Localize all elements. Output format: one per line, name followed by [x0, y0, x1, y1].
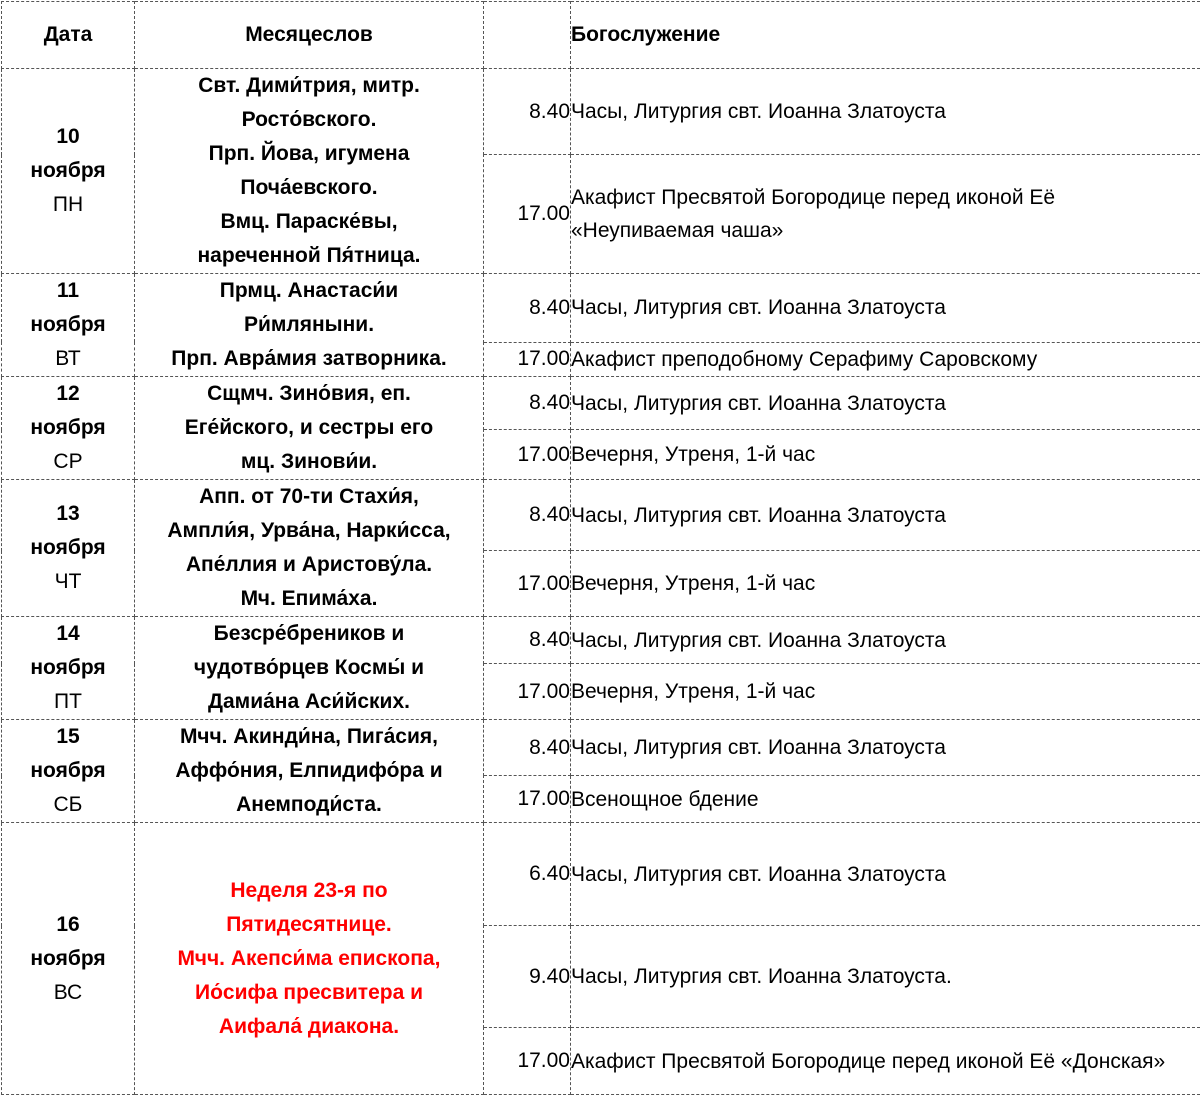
date-cell: [2, 823, 135, 1095]
service-description: Часы, Литургия свт. Иоанна Златоуста: [571, 480, 1200, 551]
service-description: Часы, Литургия свт. Иоанна Златоуста: [571, 720, 1200, 776]
service-description: Часы, Литургия свт. Иоанна Златоуста: [571, 617, 1200, 664]
service-time: 17.00: [484, 155, 571, 274]
service-time: 8.40: [484, 377, 571, 430]
weekday: ЧТ: [2, 565, 134, 599]
service-description: Часы, Литургия свт. Иоанна Златоуста: [571, 69, 1200, 155]
header-time: [484, 2, 571, 69]
service-row: [2, 617, 1200, 664]
service-row: [2, 480, 1200, 551]
weekday: СР: [2, 445, 134, 479]
saints-cell: Свт. Дими́трия, митр. Росто́вского. Прп. Йова, игумена Поча́евского. Вмц. Параске́вы, нареченной Пя́тница.: [135, 69, 484, 274]
saints-cell: Прмц. Анастаси́и Ри́мляныни. Прп. Авра́мия затворника.: [135, 274, 484, 377]
service-row: [2, 69, 1200, 155]
service-time: 8.40: [484, 69, 571, 155]
day-number: 13: [2, 497, 134, 531]
service-description: Акафист Пресвятой Богородице перед иконой Её «Донская»: [571, 1028, 1200, 1095]
weekday: СБ: [2, 788, 134, 822]
month-name: ноября: [2, 154, 134, 188]
service-description: Всенощное бдение: [571, 776, 1200, 823]
service-description: Вечерня, Утреня, 1-й час: [571, 430, 1200, 480]
date-cell: [2, 720, 135, 823]
service-time: 9.40: [484, 926, 571, 1028]
service-description: Часы, Литургия свт. Иоанна Златоуста: [571, 274, 1200, 343]
service-description: Вечерня, Утреня, 1-й час: [571, 551, 1200, 617]
saints-cell: Безсре́бреников и чудотво́рцев Космы́ и Дамиа́на Аси́йских.: [135, 617, 484, 720]
day-number: 10: [2, 120, 134, 154]
service-time: 8.40: [484, 720, 571, 776]
service-time: 17.00: [484, 430, 571, 480]
header-row: [2, 2, 1200, 69]
service-description: Вечерня, Утреня, 1-й час: [571, 664, 1200, 720]
weekday: ПН: [2, 188, 134, 222]
date-cell: [2, 69, 135, 274]
service-description: Акафист Пресвятой Богородице перед иконой Её «Неупиваемая чаша»: [571, 155, 1200, 274]
service-description: Акафист преподобному Серафиму Саровскому: [571, 342, 1200, 376]
day-number: 14: [2, 617, 134, 651]
service-row: [2, 823, 1200, 926]
saints-cell: Сщмч. Зино́вия, еп. Еге́йского, и сестры его мц. Зинови́и.: [135, 377, 484, 480]
month-name: ноября: [2, 942, 134, 976]
day-number: 12: [2, 377, 134, 411]
service-time: 17.00: [484, 551, 571, 617]
date-cell: [2, 274, 135, 377]
date-cell: [2, 617, 135, 720]
service-description: Часы, Литургия свт. Иоанна Златоуста: [571, 377, 1200, 430]
service-time: 8.40: [484, 274, 571, 343]
weekday: ВТ: [2, 342, 134, 376]
month-name: ноября: [2, 308, 134, 342]
service-time: 8.40: [484, 617, 571, 664]
month-name: ноября: [2, 754, 134, 788]
service-description: Часы, Литургия свт. Иоанна Златоуста.: [571, 926, 1200, 1028]
service-time: 6.40: [484, 823, 571, 926]
service-description: Часы, Литургия свт. Иоанна Златоуста: [571, 823, 1200, 926]
header-date: Дата: [2, 2, 135, 69]
service-row: [2, 720, 1200, 776]
saints-cell: Мчч. Акинди́на, Пига́сия, Аффо́ния, Елпидифо́ра и Анемподи́ста.: [135, 720, 484, 823]
date-cell: [2, 480, 135, 617]
saints-cell: Неделя 23-я по Пятидесятнице. Мчч. Акепси́ма епископа, Ио́сифа пресвитера и Аифала́ диакона.: [135, 823, 484, 1095]
day-number: 11: [2, 274, 134, 308]
month-name: ноября: [2, 411, 134, 445]
schedule-table: [1, 1, 1200, 1095]
service-time: 17.00: [484, 776, 571, 823]
month-name: ноября: [2, 651, 134, 685]
month-name: ноября: [2, 531, 134, 565]
service-row: [2, 274, 1200, 343]
day-number: 15: [2, 720, 134, 754]
weekday: ПТ: [2, 685, 134, 719]
service-time: 17.00: [484, 664, 571, 720]
header-saints: Месяцеслов: [135, 2, 484, 69]
weekday: ВС: [2, 976, 134, 1010]
service-time: 17.00: [484, 342, 571, 376]
day-number: 16: [2, 908, 134, 942]
header-service: Богослужение: [571, 2, 1200, 69]
service-row: [2, 377, 1200, 430]
service-time: 17.00: [484, 1028, 571, 1095]
service-time: 8.40: [484, 480, 571, 551]
date-cell: [2, 377, 135, 480]
schedule-body: [2, 69, 1200, 1095]
saints-cell: Апп. от 70-ти Стахи́я, Ампли́я, Урва́на, Нарки́сса, Апе́ллия и Аристову́ла. Мч. Епима́ха.: [135, 480, 484, 617]
